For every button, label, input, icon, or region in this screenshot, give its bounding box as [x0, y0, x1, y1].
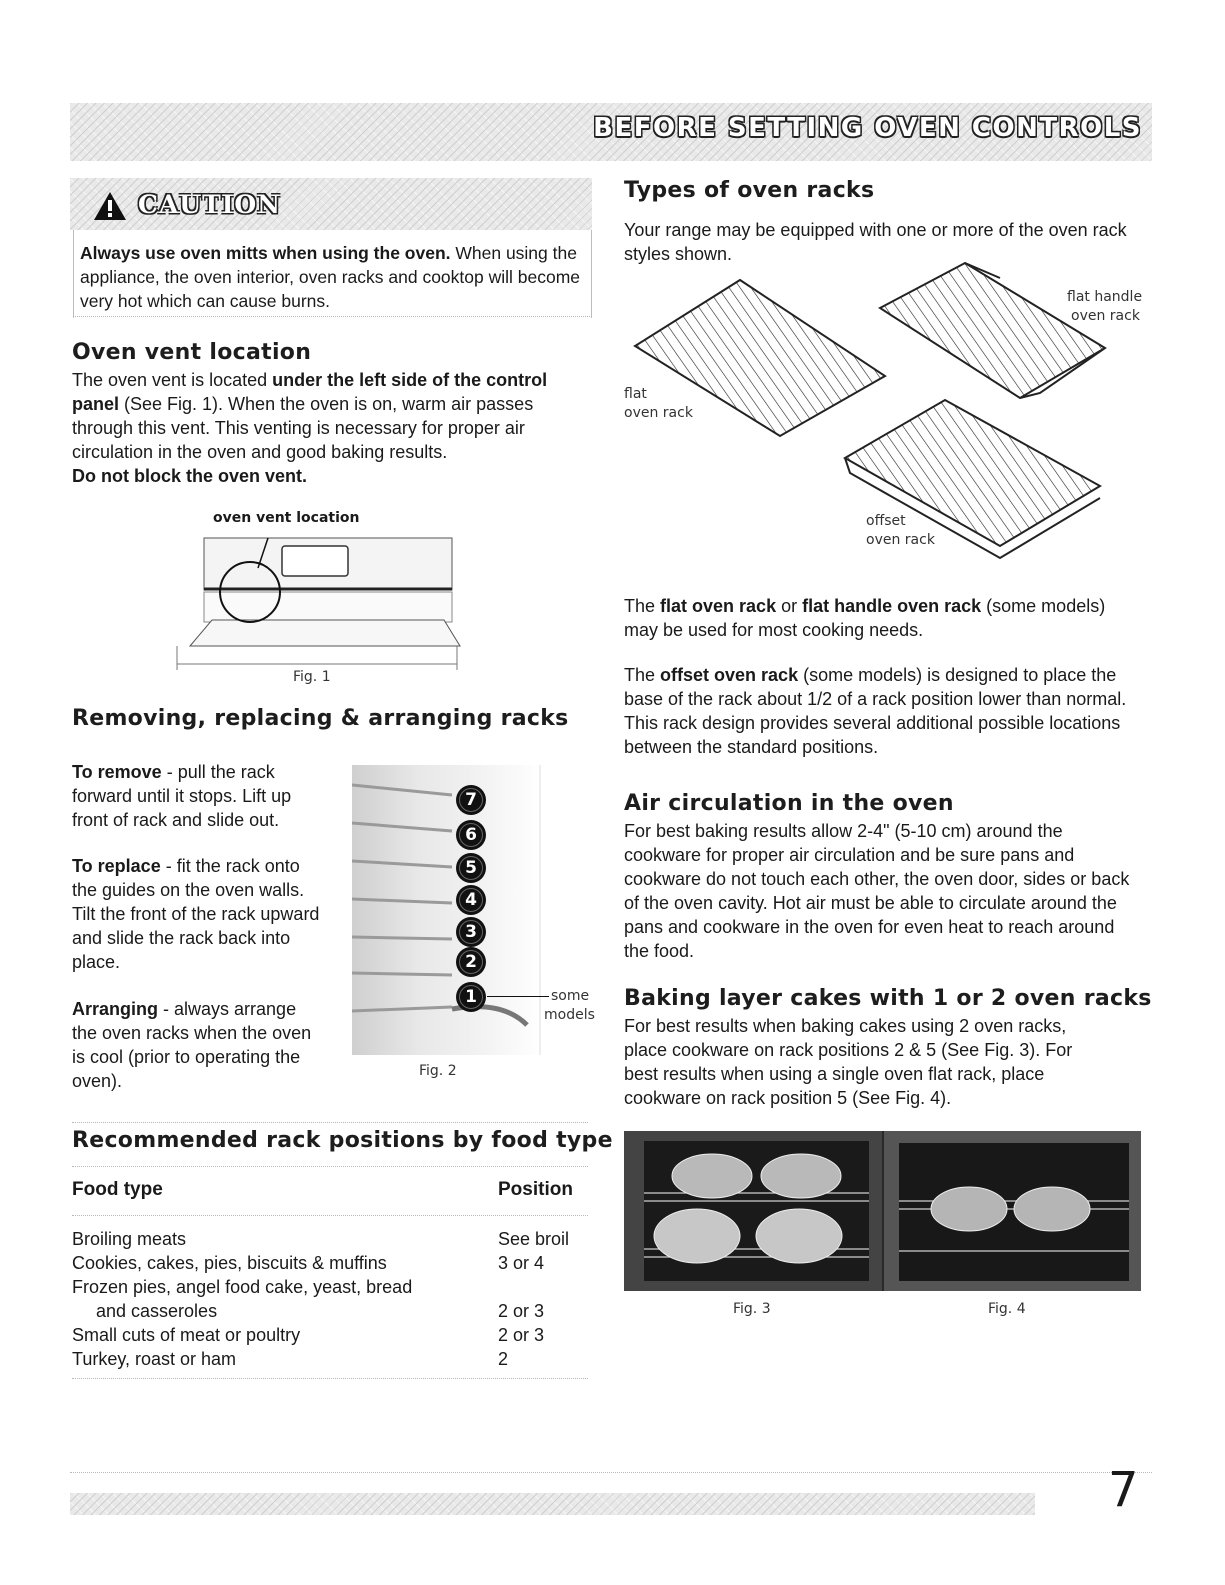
page-title: BEFORE SETTING OVEN CONTROLS: [593, 113, 1142, 143]
offset-rack-paragraph: [624, 663, 1136, 759]
table-top-rule: [72, 1122, 588, 1123]
arrange-paragraph: [72, 997, 322, 1093]
caution-right-rule: [591, 230, 592, 318]
row-food: Frozen pies, angel food cake, yeast, bread: [72, 1277, 413, 1297]
rack-position-7-badge: 7: [456, 785, 486, 815]
some-models-label-2: models: [544, 1007, 595, 1023]
caution-label: CAUTION: [138, 190, 282, 219]
cakes-heading: Baking layer cakes with 1 or 2 oven racks: [624, 986, 1152, 1011]
row-position: 2: [498, 1349, 509, 1369]
table-row: [72, 1275, 588, 1299]
rack-position-3-badge: 3: [456, 917, 486, 947]
flat-rack-label-2: oven rack: [624, 405, 693, 421]
row-food: Turkey, roast or ham: [72, 1349, 237, 1369]
row-position: 3 or 4: [498, 1253, 545, 1273]
vent-warning: Do not block the oven vent.: [72, 466, 308, 486]
caution-box: [70, 178, 592, 318]
rack-positions-figure: [352, 765, 542, 1055]
fig2-caption: Fig. 2: [419, 1063, 457, 1079]
offset-rack-label-1: offset: [866, 513, 906, 529]
vent-figure-label: oven vent location: [213, 510, 360, 526]
air-heading: Air circulation in the oven: [624, 791, 954, 816]
table-header-rule: [72, 1215, 588, 1216]
table-row: [72, 1227, 588, 1251]
p2-a: The: [624, 665, 661, 685]
p1-c: or: [776, 596, 803, 616]
warning-icon: [92, 190, 128, 222]
some-models-leader: [487, 996, 549, 997]
row-position: 2 or 3: [498, 1325, 545, 1345]
vent-figure: [172, 528, 462, 670]
vent-text-1: The oven vent is located: [72, 370, 273, 390]
rack-position-2-badge: 2: [456, 947, 486, 977]
table-row: [72, 1299, 588, 1323]
flat-handle-label-1: flat handle: [1067, 289, 1143, 305]
types-heading: Types of oven racks: [624, 178, 875, 203]
fig4-caption: Fig. 4: [988, 1301, 1026, 1317]
fig1-caption: Fig. 1: [293, 669, 331, 685]
column-header-position: Position: [498, 1179, 573, 1200]
header-band: [70, 103, 1152, 161]
table-heading: Recommended rack positions by food type: [72, 1128, 613, 1153]
row-food: Cookies, cakes, pies, biscuits & muffins: [72, 1253, 387, 1273]
caution-banner: [70, 178, 592, 230]
rack-position-5-badge: 5: [456, 853, 486, 883]
vent-heading: Oven vent location: [72, 340, 312, 365]
replace-text: - fit the rack onto the guides on the oven walls. Tilt the front of the rack upward and slide the rack back into place.: [72, 856, 320, 972]
row-food: Small cuts of meat or poultry: [72, 1325, 301, 1345]
p1-d: (some models) may be used for most cooking needs.: [624, 596, 1106, 640]
row-position: 2 or 3: [498, 1301, 545, 1321]
flat-rack-label-1: flat: [624, 386, 647, 402]
row-position: See broil: [498, 1229, 570, 1249]
rack-position-4-badge: 4: [456, 885, 486, 915]
page-number: 7: [1108, 1462, 1139, 1518]
flat-rack-paragraph: [624, 594, 1136, 642]
vent-text-bold: under the left side of the control panel: [72, 370, 548, 414]
remove-paragraph: [72, 760, 322, 832]
some-models-label-1: some: [551, 988, 590, 1004]
vent-text-2: (See Fig. 1). When the oven is on, warm air passes through this vent. This venting is necessary for proper air circulation in the oven and good baking results.: [72, 394, 534, 462]
types-intro: Your range may be equipped with one or more of the oven rack styles shown.: [624, 220, 1127, 264]
footer-band: [70, 1493, 1035, 1515]
remove-label: To remove: [72, 762, 162, 782]
table-row: [72, 1347, 588, 1371]
rack-position-6-badge: 6: [456, 820, 486, 850]
p1-a: The: [624, 596, 661, 616]
table-row: [72, 1251, 588, 1275]
table-heading-rule: [72, 1166, 588, 1167]
caution-text: [80, 241, 590, 313]
caution-body-text: When using the appliance, the oven interior, oven racks and cooktop will become very hot which can cause burns.: [80, 243, 581, 311]
vent-paragraph: [72, 368, 572, 488]
table-bottom-rule: [72, 1378, 588, 1379]
caution-bottom-rule: [73, 316, 592, 318]
column-header-food: Food type: [72, 1179, 163, 1200]
offset-rack-label-2: oven rack: [866, 532, 935, 548]
row-food: and casseroles: [96, 1301, 218, 1321]
caution-left-rule: [73, 230, 74, 318]
flat-handle-label-2: oven rack: [1071, 308, 1140, 324]
footer-rule: [70, 1472, 1152, 1473]
rack-position-1-badge: 1: [456, 982, 486, 1012]
food-table: [72, 1227, 588, 1371]
racks-heading: Removing, replacing & arranging racks: [72, 706, 569, 731]
p2-c: (some models) is designed to place the base of the rack about 1/2 of a rack position lower than normal. This rack design provides several additional possible locations between the standard positions.: [624, 665, 1127, 757]
replace-label: To replace: [72, 856, 161, 876]
remove-text: - pull the rack forward until it stops. Lift up front of rack and slide out.: [72, 762, 292, 830]
arrange-label: Arranging: [72, 999, 159, 1019]
cake-placement-photos: [624, 1131, 1141, 1291]
arrange-text: - always arrange the oven racks when the oven is cool (prior to operating the oven).: [72, 999, 312, 1091]
p2-offset-rack: offset oven rack: [660, 665, 799, 685]
table-row: [72, 1323, 588, 1347]
p1-flat-handle-rack: flat handle oven rack: [802, 596, 982, 616]
fig3-caption: Fig. 3: [733, 1301, 771, 1317]
p1-flat-rack: flat oven rack: [660, 596, 777, 616]
replace-paragraph: [72, 854, 322, 974]
air-paragraph: For best baking results allow 2-4" (5-10 cm) around the cookware for proper air circulation and be sure pans and cookware do not touch each other, the oven door, sides or back of the oven cavity. Hot air must be able to circulate around the pans and cookware in the oven for even heat to reach around the food.: [624, 821, 1130, 961]
caution-bold-text: Always use oven mitts when using the oven.: [80, 243, 451, 263]
cakes-paragraph: For best results when baking cakes using 2 oven racks, place cookware on rack positions 2 & 5 (See Fig. 3). For best results when using a single oven flat rack, place cookware on rack position 5 (See Fig. 4).: [624, 1016, 1073, 1108]
row-food: Broiling meats: [72, 1229, 187, 1249]
